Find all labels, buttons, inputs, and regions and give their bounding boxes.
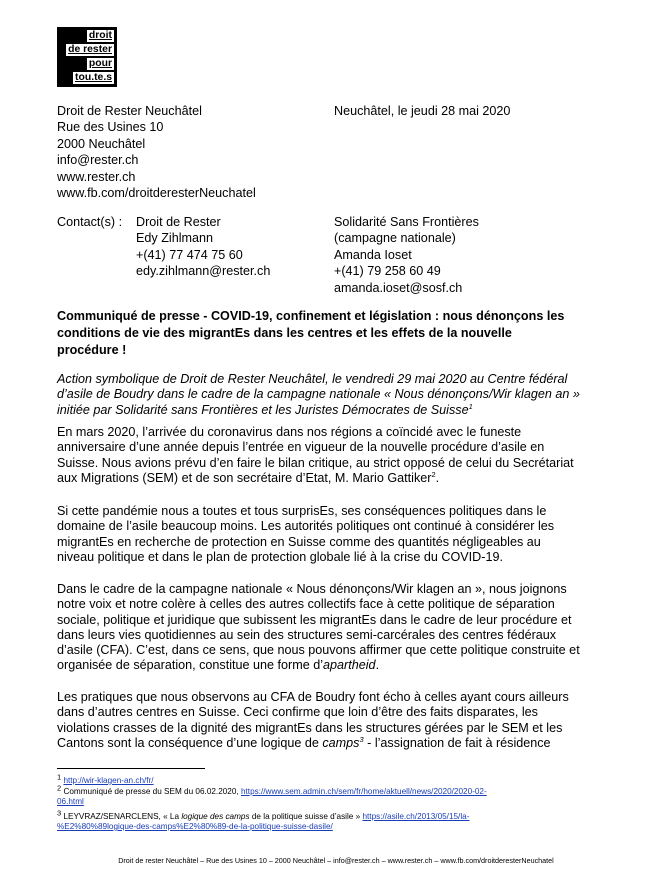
paragraph-line: Les pratiques que nous observons au CFA de Boudry font écho à celles ayant cours ailleurs [57,690,569,704]
footnote-1-link[interactable]: http://wir-klagen-an.ch/fr/ [63,776,154,785]
intro-line: Action symbolique de Droit de Rester Neuchâtel, le vendredi 29 mai 2020 au Centre fédéral [57,372,568,386]
logo-line-1: droit [88,30,112,41]
contact-left [136,214,270,280]
intro-line: initiée par Solidarité sans Frontières et les Juristes Démocrates de Suisse$^1$ [57,401,473,417]
footnote-3: $^3$ LEYVRAZ/SENARCLENS, « La logique des camps de la politique suisse d’asile » https://asile.ch/2013/05/15/la- %E2%80%89logique-des-camps%E2%80%89-de-la-politique-suisse-dasile/ [57,808,470,831]
contact-left-phone: +(41) 77 474 75 60 [136,247,243,262]
footnote-ref-1: 1 [468,401,473,411]
contact-right-name: Amanda Ioset [334,247,412,262]
paragraph-line: organisée de séparation, constitue une forme d’apartheid. [57,658,380,673]
page-footer: Droit de rester Neuchâtel – Rue des Usines 10 – 2000 Neuchâtel – info@rester.ch – www.rester.ch – www.fb.com/droitderesterNeuchatel [118,856,554,865]
date-line: Neuchâtel, le jeudi 28 mai 2020 [334,104,511,118]
press-release-headline [57,308,617,359]
footnote-3-link[interactable]: https://asile.ch/2013/05/15/la- [362,812,470,821]
paragraph-line: sociale, politique et juridique que subissent les migrantEs dans le cadre de leur procédure et [57,612,572,627]
contact-right [334,214,479,296]
headline-line: procédure ! [57,343,127,357]
footnote-2-link[interactable]: https://www.sem.admin.ch/sem/fr/home/aktuell/news/2020/2020-02- [240,787,487,796]
intro-paragraph [57,372,617,418]
intro-line: d’asile de Boudry dans le cadre de la campagne nationale « Nous dénonçons/Wir klagen an » [57,387,580,402]
paragraph-line: d’asile (CFA). C’est, dans ce sens, que nous pouvons affirmer que cette politique construite et [57,643,580,658]
paragraph-line: En mars 2020, l’arrivée du coronavirus dans nos régions a coïncidé avec le funeste [57,425,522,439]
sender-city: 2000 Neuchâtel [57,136,146,151]
paragraph-line: notre voix et notre colère à celles des autres collectifs face à cette politique de séparation [57,597,555,612]
paragraph-line: dans d’autres centres en Suisse. Ceci confirme que loin d’être des faits disparates, les [57,705,538,720]
contact-left-name: Edy Zihlmann [136,231,213,246]
sender-email[interactable]: info@rester.ch [57,153,139,168]
headline-line: conditions de vie des migrantEs dans les centres et les effets de la nouvelle [57,326,512,340]
footnote-ref-3: 3 [359,734,364,744]
sender-facebook[interactable]: www.fb.com/droitderesterNeuchatel [57,186,256,201]
paragraph-line: violations crasses de la dignité des migrantEs dans les structures gérées par le SEM et les [57,720,563,735]
logo-line-3: pour [88,58,112,69]
paragraph-line: Cantons sont la conséquence d’une logique de camps$^3$ - l’assignation de fait à résidence [57,734,551,750]
paragraph-line: niveau politique et dans le plan de protection globale lié à la crise du COVID-19. [57,549,503,564]
contact-left-email[interactable]: edy.zihlmann@rester.ch [136,264,271,279]
sender-street: Rue des Usines 10 [57,120,164,135]
paragraph-3 [57,582,617,674]
contact-right-email[interactable]: amanda.ioset@sosf.ch [334,280,463,295]
paragraph-line: Suisse. Nous avions prévu d’en faire le bilan critique, au strict opposé de celui du Secrétariat [57,455,574,470]
organization-logo [57,27,117,87]
contact-right-org: Solidarité Sans Frontières [334,215,479,229]
footnote-ref-2: 2 [431,469,436,479]
paragraph-line: dans leurs vies quotidiennes au sein des structures semi-carcérales des centres fédéraux [57,627,557,642]
paragraph-line: migrantEs en recherche de protection en Suisse comme des quantités négligeables au [57,534,541,549]
paragraph-line: domaine de l’asile beaucoup moins. Les autorités politiques ont continué à considérer les [57,519,555,534]
paragraph-2 [57,504,617,565]
footnote-separator [57,768,205,769]
paragraph-1 [57,425,617,486]
paragraph-4 [57,690,617,751]
sender-web[interactable]: www.rester.ch [57,169,136,184]
footnote-3-link-cont[interactable]: %E2%80%89logique-des-camps%E2%80%89-de-la-politique-suisse-dasile/ [57,822,333,831]
footnote-2: $^2$ Communiqué de presse du SEM du 06.02.2020, https://www.sem.admin.ch/sem/fr/home/aktuell/news/2020/2020-02- 06.html [57,783,487,806]
logo-line-2: de rester [68,44,112,55]
footnote-1: $^1$ http://wir-klagen-an.ch/fr/ [57,772,154,785]
sender-address [57,103,256,201]
contact-left-org: Droit de Rester [136,215,221,229]
footnote-2-link-cont[interactable]: 06.html [57,797,84,806]
contact-right-campaign: (campagne nationale) [334,231,456,246]
contacts-label: Contact(s) : [57,215,123,229]
paragraph-line: anniversaire d’une année depuis l’entrée en vigueur de la nouvelle procédure d’asile en [57,440,545,455]
paragraph-line: Si cette pandémie nous a toutes et tous surprisEs, ses conséquences politiques dans le [57,504,547,518]
contact-right-phone: +(41) 79 258 60 49 [334,264,441,279]
paragraph-line: aux Migrations (SEM) et de son secrétaire d’Etat, M. Mario Gattiker$^2$. [57,469,440,485]
sender-name: Droit de Rester Neuchâtel [57,104,202,118]
logo-line-4: tou.te.s [75,72,112,83]
headline-line: Communiqué de presse - COVID-19, confinement et législation : nous dénonçons les [57,309,565,323]
paragraph-line: Dans le cadre de la campagne nationale « Nous dénonçons/Wir klagen an », nous joignons [57,582,567,596]
